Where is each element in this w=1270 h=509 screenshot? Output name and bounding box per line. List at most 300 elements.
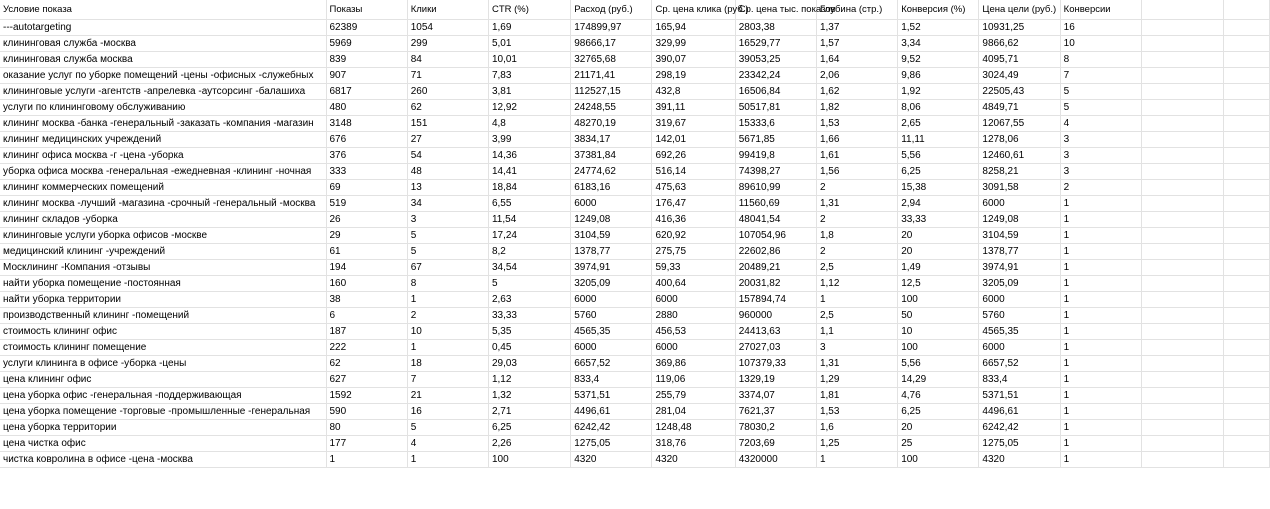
- table-cell[interactable]: [1141, 339, 1223, 355]
- table-cell[interactable]: 187: [326, 323, 407, 339]
- table-cell[interactable]: [1141, 179, 1223, 195]
- table-cell[interactable]: 1: [326, 451, 407, 467]
- table-cell[interactable]: 1,66: [816, 131, 897, 147]
- table-cell[interactable]: 20: [898, 419, 979, 435]
- table-cell[interactable]: 4: [407, 435, 488, 451]
- table-cell[interactable]: 4320: [571, 451, 652, 467]
- column-header[interactable]: Условие показа: [0, 0, 326, 19]
- table-cell[interactable]: 1378,77: [571, 243, 652, 259]
- table-cell[interactable]: 3024,49: [979, 67, 1060, 83]
- table-cell[interactable]: 376: [326, 147, 407, 163]
- table-cell[interactable]: 37381,84: [571, 147, 652, 163]
- table-cell[interactable]: 5,56: [898, 355, 979, 371]
- table-cell[interactable]: 1: [1060, 371, 1141, 387]
- condition-cell[interactable]: стоимость клининг офис: [0, 323, 326, 339]
- table-cell[interactable]: 2803,38: [735, 19, 816, 35]
- condition-cell[interactable]: клининг офиса москва -г -цена -уборка: [0, 147, 326, 163]
- table-cell[interactable]: [1141, 371, 1223, 387]
- table-cell[interactable]: [1224, 339, 1270, 355]
- table-cell[interactable]: 12067,55: [979, 115, 1060, 131]
- table-cell[interactable]: 676: [326, 131, 407, 147]
- table-cell[interactable]: 1,37: [816, 19, 897, 35]
- table-cell[interactable]: 50517,81: [735, 99, 816, 115]
- condition-cell[interactable]: производственный клининг -помещений: [0, 307, 326, 323]
- table-cell[interactable]: 22602,86: [735, 243, 816, 259]
- table-cell[interactable]: [1141, 51, 1223, 67]
- table-cell[interactable]: 24248,55: [571, 99, 652, 115]
- table-cell[interactable]: 1275,05: [979, 435, 1060, 451]
- condition-cell[interactable]: клининг медицинских учреждений: [0, 131, 326, 147]
- table-cell[interactable]: 8: [1060, 51, 1141, 67]
- table-cell[interactable]: 142,01: [652, 131, 735, 147]
- table-cell[interactable]: [1141, 323, 1223, 339]
- table-cell[interactable]: 194: [326, 259, 407, 275]
- table-cell[interactable]: 14,29: [898, 371, 979, 387]
- table-cell[interactable]: 4,8: [488, 115, 570, 131]
- table-cell[interactable]: 2: [407, 307, 488, 323]
- table-cell[interactable]: 67: [407, 259, 488, 275]
- table-cell[interactable]: 6: [326, 307, 407, 323]
- table-cell[interactable]: 6242,42: [979, 419, 1060, 435]
- table-cell[interactable]: 5,56: [898, 147, 979, 163]
- table-cell[interactable]: 112527,15: [571, 83, 652, 99]
- table-cell[interactable]: [1224, 307, 1270, 323]
- column-header[interactable]: Конверсии: [1060, 0, 1141, 19]
- table-cell[interactable]: 2,71: [488, 403, 570, 419]
- table-cell[interactable]: [1141, 131, 1223, 147]
- column-header[interactable]: CTR (%): [488, 0, 570, 19]
- condition-cell[interactable]: клининговая служба москва: [0, 51, 326, 67]
- table-cell[interactable]: 620,92: [652, 227, 735, 243]
- table-cell[interactable]: 3104,59: [571, 227, 652, 243]
- table-cell[interactable]: 6,25: [898, 403, 979, 419]
- table-cell[interactable]: 1,81: [816, 387, 897, 403]
- column-header[interactable]: Глубина (стр.): [816, 0, 897, 19]
- table-cell[interactable]: 1,62: [816, 83, 897, 99]
- table-cell[interactable]: 12,5: [898, 275, 979, 291]
- table-cell[interactable]: [1141, 435, 1223, 451]
- table-cell[interactable]: [1224, 147, 1270, 163]
- table-cell[interactable]: 48270,19: [571, 115, 652, 131]
- column-header[interactable]: Показы: [326, 0, 407, 19]
- table-cell[interactable]: 6000: [571, 339, 652, 355]
- table-cell[interactable]: 5: [407, 243, 488, 259]
- table-cell[interactable]: [1141, 243, 1223, 259]
- table-cell[interactable]: 8258,21: [979, 163, 1060, 179]
- table-cell[interactable]: 5371,51: [979, 387, 1060, 403]
- table-cell[interactable]: [1224, 403, 1270, 419]
- table-cell[interactable]: 960000: [735, 307, 816, 323]
- table-cell[interactable]: 590: [326, 403, 407, 419]
- table-cell[interactable]: 7: [407, 371, 488, 387]
- condition-cell[interactable]: клининг москва -лучший -магазина -срочный -генеральный -москва: [0, 195, 326, 211]
- table-cell[interactable]: 74398,27: [735, 163, 816, 179]
- table-cell[interactable]: 2: [816, 179, 897, 195]
- table-cell[interactable]: 1: [1060, 243, 1141, 259]
- table-cell[interactable]: 298,19: [652, 67, 735, 83]
- table-cell[interactable]: 1: [407, 291, 488, 307]
- table-cell[interactable]: [1141, 355, 1223, 371]
- table-cell[interactable]: 20: [898, 243, 979, 259]
- table-cell[interactable]: 2,94: [898, 195, 979, 211]
- condition-cell[interactable]: Москлининг -Компания -отзывы: [0, 259, 326, 275]
- condition-cell[interactable]: услуги клининга в офисе -уборка -цены: [0, 355, 326, 371]
- table-cell[interactable]: 10931,25: [979, 19, 1060, 35]
- table-cell[interactable]: 333: [326, 163, 407, 179]
- table-cell[interactable]: 3,34: [898, 35, 979, 51]
- table-cell[interactable]: 6000: [979, 195, 1060, 211]
- table-cell[interactable]: 5: [1060, 99, 1141, 115]
- table-cell[interactable]: [1224, 243, 1270, 259]
- column-header[interactable]: Ср. цена клика (руб.): [652, 0, 735, 19]
- table-cell[interactable]: [1224, 179, 1270, 195]
- condition-cell[interactable]: найти уборка территории: [0, 291, 326, 307]
- table-cell[interactable]: 6242,42: [571, 419, 652, 435]
- table-cell[interactable]: 6000: [652, 339, 735, 355]
- condition-cell[interactable]: клининг москва -банка -генеральный -заказать -компания -магазин: [0, 115, 326, 131]
- table-cell[interactable]: 3374,07: [735, 387, 816, 403]
- table-cell[interactable]: 25: [898, 435, 979, 451]
- table-cell[interactable]: 17,24: [488, 227, 570, 243]
- table-cell[interactable]: 177: [326, 435, 407, 451]
- table-cell[interactable]: 33,33: [898, 211, 979, 227]
- table-cell[interactable]: 2,5: [816, 307, 897, 323]
- table-cell[interactable]: 1: [1060, 435, 1141, 451]
- table-cell[interactable]: 1,92: [898, 83, 979, 99]
- table-cell[interactable]: 3104,59: [979, 227, 1060, 243]
- table-cell[interactable]: 1: [1060, 211, 1141, 227]
- table-cell[interactable]: 7621,37: [735, 403, 816, 419]
- table-cell[interactable]: [1224, 99, 1270, 115]
- table-cell[interactable]: 839: [326, 51, 407, 67]
- table-cell[interactable]: 519: [326, 195, 407, 211]
- table-cell[interactable]: [1141, 307, 1223, 323]
- table-cell[interactable]: 260: [407, 83, 488, 99]
- condition-cell[interactable]: цена чистка офис: [0, 435, 326, 451]
- table-cell[interactable]: 10,01: [488, 51, 570, 67]
- table-cell[interactable]: 100: [898, 339, 979, 355]
- table-cell[interactable]: 5760: [979, 307, 1060, 323]
- table-cell[interactable]: [1141, 83, 1223, 99]
- table-cell[interactable]: 222: [326, 339, 407, 355]
- table-cell[interactable]: [1224, 211, 1270, 227]
- table-cell[interactable]: [1224, 195, 1270, 211]
- table-cell[interactable]: 34,54: [488, 259, 570, 275]
- table-cell[interactable]: 5969: [326, 35, 407, 51]
- table-cell[interactable]: 3205,09: [979, 275, 1060, 291]
- table-cell[interactable]: 329,99: [652, 35, 735, 51]
- table-cell[interactable]: [1141, 115, 1223, 131]
- table-cell[interactable]: 833,4: [979, 371, 1060, 387]
- table-cell[interactable]: 2,63: [488, 291, 570, 307]
- table-cell[interactable]: 34: [407, 195, 488, 211]
- table-cell[interactable]: 1278,06: [979, 131, 1060, 147]
- column-header[interactable]: [1141, 0, 1223, 19]
- condition-cell[interactable]: уборка офиса москва -генеральная -ежедневная -клининг -ночная: [0, 163, 326, 179]
- table-cell[interactable]: [1224, 227, 1270, 243]
- table-cell[interactable]: 2880: [652, 307, 735, 323]
- table-cell[interactable]: [1224, 35, 1270, 51]
- column-header[interactable]: [1224, 0, 1270, 19]
- table-cell[interactable]: 5371,51: [571, 387, 652, 403]
- table-cell[interactable]: 16: [1060, 19, 1141, 35]
- table-cell[interactable]: 1248,48: [652, 419, 735, 435]
- table-cell[interactable]: 1,8: [816, 227, 897, 243]
- table-cell[interactable]: 4849,71: [979, 99, 1060, 115]
- table-cell[interactable]: 1: [1060, 339, 1141, 355]
- table-cell[interactable]: 8: [407, 275, 488, 291]
- table-cell[interactable]: 27: [407, 131, 488, 147]
- table-cell[interactable]: 11560,69: [735, 195, 816, 211]
- table-cell[interactable]: 2,06: [816, 67, 897, 83]
- table-cell[interactable]: 7,83: [488, 67, 570, 83]
- table-cell[interactable]: 6183,16: [571, 179, 652, 195]
- table-cell[interactable]: 0,45: [488, 339, 570, 355]
- table-cell[interactable]: 1,29: [816, 371, 897, 387]
- table-cell[interactable]: 4: [1060, 115, 1141, 131]
- table-cell[interactable]: 5: [488, 275, 570, 291]
- table-cell[interactable]: 2,26: [488, 435, 570, 451]
- table-cell[interactable]: 22505,43: [979, 83, 1060, 99]
- table-cell[interactable]: [1141, 99, 1223, 115]
- table-cell[interactable]: 1329,19: [735, 371, 816, 387]
- column-header[interactable]: Клики: [407, 0, 488, 19]
- table-cell[interactable]: [1141, 419, 1223, 435]
- table-cell[interactable]: 39053,25: [735, 51, 816, 67]
- table-cell[interactable]: 13: [407, 179, 488, 195]
- table-cell[interactable]: 1,25: [816, 435, 897, 451]
- table-cell[interactable]: 275,75: [652, 243, 735, 259]
- table-cell[interactable]: 54: [407, 147, 488, 163]
- table-cell[interactable]: 4320: [652, 451, 735, 467]
- table-cell[interactable]: 6,25: [488, 419, 570, 435]
- table-cell[interactable]: 174899,97: [571, 19, 652, 35]
- table-cell[interactable]: 1,31: [816, 195, 897, 211]
- table-cell[interactable]: 4,76: [898, 387, 979, 403]
- condition-cell[interactable]: цена клининг офис: [0, 371, 326, 387]
- table-cell[interactable]: 391,11: [652, 99, 735, 115]
- table-cell[interactable]: 1: [1060, 387, 1141, 403]
- table-cell[interactable]: 1,32: [488, 387, 570, 403]
- table-cell[interactable]: 255,79: [652, 387, 735, 403]
- table-cell[interactable]: 4565,35: [571, 323, 652, 339]
- table-cell[interactable]: 6657,52: [979, 355, 1060, 371]
- table-cell[interactable]: 907: [326, 67, 407, 83]
- table-cell[interactable]: 4320: [979, 451, 1060, 467]
- table-cell[interactable]: [1141, 67, 1223, 83]
- table-cell[interactable]: 15,38: [898, 179, 979, 195]
- table-cell[interactable]: 6,55: [488, 195, 570, 211]
- table-cell[interactable]: 71: [407, 67, 488, 83]
- condition-cell[interactable]: цена уборка офис -генеральная -поддерживающая: [0, 387, 326, 403]
- table-cell[interactable]: [1224, 19, 1270, 35]
- table-cell[interactable]: 9866,62: [979, 35, 1060, 51]
- table-cell[interactable]: 10: [1060, 35, 1141, 51]
- table-cell[interactable]: [1224, 419, 1270, 435]
- table-cell[interactable]: 176,47: [652, 195, 735, 211]
- table-cell[interactable]: 4320000: [735, 451, 816, 467]
- table-cell[interactable]: [1141, 163, 1223, 179]
- table-cell[interactable]: 50: [898, 307, 979, 323]
- table-cell[interactable]: 14,36: [488, 147, 570, 163]
- table-cell[interactable]: 390,07: [652, 51, 735, 67]
- table-cell[interactable]: 416,36: [652, 211, 735, 227]
- table-cell[interactable]: 107054,96: [735, 227, 816, 243]
- condition-cell[interactable]: клининговые услуги -агентств -апрелевка -аутсорсинг -балашиха: [0, 83, 326, 99]
- table-cell[interactable]: 3148: [326, 115, 407, 131]
- table-cell[interactable]: 16529,77: [735, 35, 816, 51]
- table-cell[interactable]: 3: [816, 339, 897, 355]
- table-cell[interactable]: 11,11: [898, 131, 979, 147]
- table-cell[interactable]: 6000: [571, 195, 652, 211]
- condition-cell[interactable]: клининг коммерческих помещений: [0, 179, 326, 195]
- table-cell[interactable]: 319,67: [652, 115, 735, 131]
- table-cell[interactable]: 16506,84: [735, 83, 816, 99]
- table-cell[interactable]: 9,86: [898, 67, 979, 83]
- condition-cell[interactable]: клининговая служба -москва: [0, 35, 326, 51]
- table-cell[interactable]: 3: [407, 211, 488, 227]
- table-cell[interactable]: 1,12: [488, 371, 570, 387]
- table-cell[interactable]: 3205,09: [571, 275, 652, 291]
- table-cell[interactable]: 480: [326, 99, 407, 115]
- table-cell[interactable]: 1,61: [816, 147, 897, 163]
- table-cell[interactable]: 692,26: [652, 147, 735, 163]
- table-cell[interactable]: [1224, 163, 1270, 179]
- table-cell[interactable]: 4095,71: [979, 51, 1060, 67]
- table-cell[interactable]: [1141, 147, 1223, 163]
- table-cell[interactable]: [1224, 115, 1270, 131]
- table-cell[interactable]: 299: [407, 35, 488, 51]
- table-cell[interactable]: [1141, 259, 1223, 275]
- table-cell[interactable]: 20489,21: [735, 259, 816, 275]
- table-cell[interactable]: 2: [816, 211, 897, 227]
- table-cell[interactable]: 62: [407, 99, 488, 115]
- table-cell[interactable]: 1,64: [816, 51, 897, 67]
- table-cell[interactable]: 5760: [571, 307, 652, 323]
- table-cell[interactable]: 119,06: [652, 371, 735, 387]
- table-cell[interactable]: 1,53: [816, 403, 897, 419]
- table-cell[interactable]: 2: [1060, 179, 1141, 195]
- table-cell[interactable]: 475,63: [652, 179, 735, 195]
- condition-cell[interactable]: клининговые услуги уборка офисов -москве: [0, 227, 326, 243]
- table-cell[interactable]: 18,84: [488, 179, 570, 195]
- table-cell[interactable]: [1141, 211, 1223, 227]
- table-cell[interactable]: [1141, 19, 1223, 35]
- table-cell[interactable]: 1,12: [816, 275, 897, 291]
- table-cell[interactable]: 1249,08: [571, 211, 652, 227]
- condition-cell[interactable]: найти уборка помещение -постоянная: [0, 275, 326, 291]
- table-cell[interactable]: 1: [816, 291, 897, 307]
- column-header[interactable]: Ср. цена тыс. показов: [735, 0, 816, 19]
- table-cell[interactable]: 6000: [979, 339, 1060, 355]
- table-cell[interactable]: 6000: [571, 291, 652, 307]
- table-cell[interactable]: 157894,74: [735, 291, 816, 307]
- table-cell[interactable]: 1: [816, 451, 897, 467]
- table-cell[interactable]: 27027,03: [735, 339, 816, 355]
- table-cell[interactable]: 1,49: [898, 259, 979, 275]
- table-cell[interactable]: 1: [1060, 419, 1141, 435]
- table-cell[interactable]: 1,69: [488, 19, 570, 35]
- table-cell[interactable]: 78030,2: [735, 419, 816, 435]
- table-cell[interactable]: 7203,69: [735, 435, 816, 451]
- table-cell[interactable]: [1141, 227, 1223, 243]
- table-cell[interactable]: [1224, 387, 1270, 403]
- column-header[interactable]: Конверсия (%): [898, 0, 979, 19]
- table-cell[interactable]: 516,14: [652, 163, 735, 179]
- table-cell[interactable]: 100: [898, 451, 979, 467]
- table-cell[interactable]: 833,4: [571, 371, 652, 387]
- table-cell[interactable]: 1249,08: [979, 211, 1060, 227]
- table-cell[interactable]: 1: [1060, 275, 1141, 291]
- table-cell[interactable]: 21: [407, 387, 488, 403]
- table-cell[interactable]: 1,6: [816, 419, 897, 435]
- table-cell[interactable]: 20031,82: [735, 275, 816, 291]
- table-cell[interactable]: 2,5: [816, 259, 897, 275]
- table-cell[interactable]: 151: [407, 115, 488, 131]
- table-cell[interactable]: 1378,77: [979, 243, 1060, 259]
- column-header[interactable]: Цена цели (руб.): [979, 0, 1060, 19]
- condition-cell[interactable]: чистка ковролина в офисе -цена -москва: [0, 451, 326, 467]
- table-cell[interactable]: [1141, 451, 1223, 467]
- table-cell[interactable]: 26: [326, 211, 407, 227]
- table-cell[interactable]: 3: [1060, 147, 1141, 163]
- condition-cell[interactable]: цена уборка территории: [0, 419, 326, 435]
- table-cell[interactable]: 3974,91: [571, 259, 652, 275]
- table-cell[interactable]: 62389: [326, 19, 407, 35]
- table-cell[interactable]: 1: [407, 339, 488, 355]
- table-cell[interactable]: [1224, 323, 1270, 339]
- table-cell[interactable]: [1224, 451, 1270, 467]
- table-cell[interactable]: 10: [898, 323, 979, 339]
- table-cell[interactable]: 5,35: [488, 323, 570, 339]
- table-cell[interactable]: 62: [326, 355, 407, 371]
- table-cell[interactable]: 3,81: [488, 83, 570, 99]
- table-cell[interactable]: 3: [1060, 131, 1141, 147]
- table-cell[interactable]: 1592: [326, 387, 407, 403]
- table-cell[interactable]: 9,52: [898, 51, 979, 67]
- table-cell[interactable]: 1: [1060, 291, 1141, 307]
- table-cell[interactable]: 2,65: [898, 115, 979, 131]
- table-cell[interactable]: [1224, 435, 1270, 451]
- table-cell[interactable]: 5,01: [488, 35, 570, 51]
- table-cell[interactable]: [1224, 259, 1270, 275]
- table-cell[interactable]: 18: [407, 355, 488, 371]
- table-cell[interactable]: 1,53: [816, 115, 897, 131]
- table-cell[interactable]: 1: [1060, 323, 1141, 339]
- table-cell[interactable]: 107379,33: [735, 355, 816, 371]
- column-header[interactable]: Расход (руб.): [571, 0, 652, 19]
- table-cell[interactable]: 1: [1060, 195, 1141, 211]
- table-cell[interactable]: 3834,17: [571, 131, 652, 147]
- table-cell[interactable]: 38: [326, 291, 407, 307]
- table-cell[interactable]: 100: [488, 451, 570, 467]
- table-cell[interactable]: 10: [407, 323, 488, 339]
- table-cell[interactable]: 5671,85: [735, 131, 816, 147]
- table-cell[interactable]: 432,8: [652, 83, 735, 99]
- table-cell[interactable]: 84: [407, 51, 488, 67]
- table-cell[interactable]: 1,56: [816, 163, 897, 179]
- table-cell[interactable]: 69: [326, 179, 407, 195]
- table-cell[interactable]: 29,03: [488, 355, 570, 371]
- table-cell[interactable]: 400,64: [652, 275, 735, 291]
- table-cell[interactable]: 100: [898, 291, 979, 307]
- table-cell[interactable]: 4565,35: [979, 323, 1060, 339]
- table-cell[interactable]: 12,92: [488, 99, 570, 115]
- table-cell[interactable]: 29: [326, 227, 407, 243]
- table-cell[interactable]: 15333,6: [735, 115, 816, 131]
- table-cell[interactable]: 3091,58: [979, 179, 1060, 195]
- table-cell[interactable]: 3: [1060, 163, 1141, 179]
